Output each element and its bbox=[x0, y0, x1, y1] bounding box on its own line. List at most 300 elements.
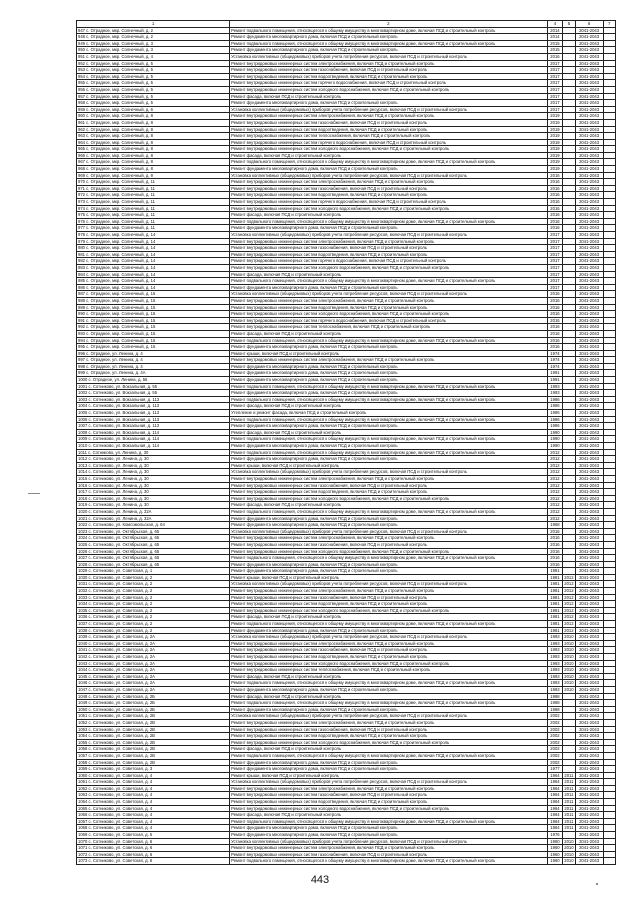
cell-build-year: 1981 bbox=[547, 594, 563, 601]
cell-build-year: 2012 bbox=[547, 456, 563, 463]
cell-extra bbox=[603, 634, 615, 641]
cell-work-type: Ремонт внутридомовых инженерных систем горячего водоснабжения, включая ПСД и строительный контроль bbox=[230, 139, 548, 146]
cell-address: 984 с. Отрадное, мкр. Солнечный, д. 14 bbox=[77, 271, 230, 278]
cell-last-repair-year bbox=[563, 199, 575, 206]
cell-planned-period: 2041-2043 bbox=[575, 449, 603, 456]
cell-extra bbox=[603, 680, 615, 687]
cell-last-repair-year bbox=[563, 410, 575, 417]
cell-work-type: Ремонт фасада, включая ПСД и строительный контроль bbox=[230, 212, 548, 219]
cell-planned-period: 2041-2043 bbox=[575, 396, 603, 403]
table-row bbox=[77, 541, 616, 548]
cell-extra bbox=[603, 792, 615, 799]
cell-address: 1016 с. Сотниково, ул. Ленина, д. 30 bbox=[77, 482, 230, 489]
cell-extra bbox=[603, 258, 615, 265]
cell-extra bbox=[603, 772, 615, 779]
cell-build-year: 2012 bbox=[547, 482, 563, 489]
table-row bbox=[77, 818, 616, 825]
cell-planned-period: 2041-2043 bbox=[575, 152, 603, 159]
cell-build-year: 2002 bbox=[547, 733, 563, 740]
table-row bbox=[77, 574, 616, 581]
table-row bbox=[77, 410, 616, 417]
cell-build-year: 1990 bbox=[547, 443, 563, 450]
cell-work-type: Ремонт внутридомовых инженерных систем газоснабжения, включая ПСД и строительный контроль bbox=[230, 67, 548, 74]
cell-build-year: 2017 bbox=[547, 271, 563, 278]
cell-last-repair-year bbox=[563, 311, 575, 318]
cell-planned-period: 2041-2043 bbox=[575, 34, 603, 41]
cell-last-repair-year: 2010 bbox=[564, 640, 574, 646]
cell-address: 1020 с. Сотниково, ул. Ленина, д. 32А bbox=[77, 508, 230, 515]
cell-address: 950 с. Отрадное, мкр. Солнечный, д. 3 bbox=[77, 47, 230, 54]
cell-planned-period: 2041-2043 bbox=[575, 225, 603, 232]
cell-extra bbox=[603, 825, 615, 832]
cell-build-year: 1981 bbox=[547, 581, 563, 588]
cell-extra bbox=[603, 350, 615, 357]
cell-extra bbox=[603, 726, 615, 733]
cell-last-repair-year bbox=[563, 489, 575, 496]
cell-last-repair-year bbox=[563, 119, 575, 126]
cell-planned-period: 2041-2043 bbox=[575, 555, 603, 562]
cell-address: 954 с. Отрадное, мкр. Солнечный, д. 5 bbox=[77, 73, 230, 80]
cell-planned-period: 2041-2043 bbox=[575, 60, 603, 67]
cell-work-type: Установка коллективных (общедомовых) приборов учета потребления ресурсов, включая ПСД и строительный контроль bbox=[230, 291, 548, 298]
cell-build-year: 1964 bbox=[547, 812, 563, 819]
table-row bbox=[77, 495, 616, 502]
cell-planned-period: 2041-2043 bbox=[575, 654, 603, 661]
cell-build-year: 1964 bbox=[547, 779, 563, 786]
cell-extra bbox=[603, 581, 615, 588]
cell-planned-period: 2041-2043 bbox=[575, 53, 603, 60]
cell-build-year: 2016 bbox=[547, 528, 563, 535]
cell-work-type: Ремонт внутридомовых инженерных систем водоотведения, включая ПСД и строительный контроль bbox=[230, 304, 548, 311]
cell-last-repair-year bbox=[563, 752, 575, 759]
cell-build-year: 1993 bbox=[547, 654, 563, 661]
table-row bbox=[77, 126, 616, 133]
cell-address: 981 с. Отрадное, мкр. Солнечный, д. 14 bbox=[77, 251, 230, 258]
cell-work-type: Ремонт внутридомовых инженерных систем теплоснабжения, включая ПСД и строительный контроль bbox=[230, 667, 548, 674]
cell-work-type: Ремонт внутридомовых инженерных систем холодного водоснабжения, включая ПСД и строительный контроль bbox=[230, 146, 548, 153]
cell-extra bbox=[603, 133, 615, 140]
cell-work-type: Ремонт подвального помещения, относящегося к общему имуществу в многоквартирном доме, включая ПСД и строительный контроль bbox=[230, 383, 548, 390]
cell-address: 1001 с. Сотниково, ул. Вокзальная, д. 55 bbox=[77, 383, 230, 390]
cell-build-year: 1990 bbox=[547, 429, 563, 436]
cell-address: 1073 с. Сотниково, ул. Советская, д. 6 bbox=[77, 858, 230, 865]
table-row bbox=[77, 40, 616, 47]
cell-extra bbox=[603, 106, 615, 113]
table-row bbox=[77, 594, 616, 601]
cell-last-repair-year: 2012 bbox=[564, 627, 574, 633]
cell-build-year: 2017 bbox=[547, 258, 563, 265]
cell-last-repair-year bbox=[563, 67, 575, 74]
cell-work-type: Ремонт внутридомовых инженерных систем теплоснабжения, включая ПСД и строительный контроль bbox=[230, 324, 548, 331]
cell-last-repair-year bbox=[563, 146, 575, 153]
cell-planned-period: 2041-2043 bbox=[575, 271, 603, 278]
cell-extra bbox=[603, 812, 615, 819]
table-row bbox=[77, 700, 616, 707]
cell-build-year: 2017 bbox=[547, 264, 563, 271]
cell-last-repair-year bbox=[563, 357, 575, 364]
cell-address: 1055 с. Сотниково, ул. Советская, д. 2В bbox=[77, 739, 230, 746]
cell-extra bbox=[603, 86, 615, 93]
cell-build-year: 1993 bbox=[547, 647, 563, 654]
cell-work-type: Ремонт внутридомовых инженерных систем холодного водоснабжения, включая ПСД и строительный контроль bbox=[230, 548, 548, 555]
cell-last-repair-year bbox=[563, 555, 575, 562]
cell-planned-period: 2041-2043 bbox=[575, 561, 603, 568]
cell-last-repair-year bbox=[563, 53, 575, 60]
cell-work-type: Ремонт фундамента многоквартирного дома, включая ПСД и строительный контроль bbox=[230, 766, 548, 773]
cell-last-repair-year bbox=[563, 423, 575, 430]
cell-build-year: 2014 bbox=[547, 27, 563, 34]
table-row bbox=[77, 508, 616, 515]
cell-address: 999 с. Отрадное, ул. Ленина, д. 4А bbox=[77, 370, 230, 377]
cell-work-type: Ремонт подвального помещения, относящегося к общему имуществу в многоквартирном доме, включая ПСД и строительный контроль bbox=[230, 621, 548, 628]
cell-work-type: Ремонт фасада, включая ПСД и строительный контроль bbox=[230, 693, 548, 700]
cell-last-repair-year: 2012 bbox=[564, 594, 574, 600]
cell-planned-period: 2041-2043 bbox=[575, 772, 603, 779]
cell-work-type: Ремонт фундамента многоквартирного дома, включая ПСД и строительный контроль bbox=[230, 284, 548, 291]
cell-last-repair-year bbox=[563, 100, 575, 107]
cell-build-year: 2017 bbox=[547, 245, 563, 252]
cell-last-repair-year bbox=[563, 47, 575, 54]
cell-planned-period: 2041-2043 bbox=[575, 719, 603, 726]
cell-address: 1069 с. Сотниково, ул. Советская, д. 5 bbox=[77, 832, 230, 839]
cell-planned-period: 2041-2043 bbox=[575, 159, 603, 166]
cell-work-type: Ремонт внутридомовых инженерных систем теплоснабжения, включая ПСД и строительный контроль bbox=[230, 133, 548, 140]
cell-extra bbox=[603, 436, 615, 443]
cell-address: 963 с. Отрадное, мкр. Солнечный, д. 8 bbox=[77, 133, 230, 140]
cell-extra bbox=[603, 739, 615, 746]
table-row bbox=[77, 185, 616, 192]
table-row bbox=[77, 53, 616, 60]
cell-build-year: 2016 bbox=[547, 317, 563, 324]
cell-build-year: 2016 bbox=[547, 330, 563, 337]
cell-extra bbox=[603, 746, 615, 753]
table-row bbox=[77, 205, 616, 212]
table-row bbox=[77, 330, 616, 337]
cell-work-type: Ремонт внутридомовых инженерных систем электроснабжения, включая ПСД и строительный контроль bbox=[230, 535, 548, 542]
header-col-7: 7 bbox=[603, 21, 615, 28]
cell-address: 1022 с. Сотниково, ул. Комсомольская, д. 64 bbox=[77, 522, 230, 529]
cell-planned-period: 2041-2043 bbox=[575, 759, 603, 766]
cell-planned-period: 2041-2043 bbox=[575, 278, 603, 285]
cell-planned-period: 2041-2043 bbox=[575, 818, 603, 825]
cell-work-type: Ремонт крыши, включая ПСД и строительный контроль bbox=[230, 772, 548, 779]
cell-address: 959 с. Отрадное, мкр. Солнечный, д. 6 bbox=[77, 106, 230, 113]
cell-work-type: Установка коллективных (общедомовых) приборов учета потребления ресурсов, включая ПСД и строительный контроль bbox=[230, 53, 548, 60]
cell-last-repair-year bbox=[563, 133, 575, 140]
table-row bbox=[77, 449, 616, 456]
cell-work-type: Ремонт внутридомовых инженерных систем электроснабжения, включая ПСД и строительный контроль bbox=[230, 60, 548, 67]
table-row bbox=[77, 218, 616, 225]
cell-last-repair-year: 2010 bbox=[564, 673, 574, 679]
cell-address: 972 с. Отрадное, мкр. Солнечный, д. 11 bbox=[77, 192, 230, 199]
cell-last-repair-year: 2012 bbox=[564, 614, 574, 620]
cell-extra bbox=[603, 126, 615, 133]
cell-planned-period: 2041-2043 bbox=[575, 370, 603, 377]
cell-last-repair-year bbox=[563, 502, 575, 509]
cell-extra bbox=[603, 555, 615, 562]
cell-address: 998 с. Отрадное, ул. Ленина, д. 4 bbox=[77, 363, 230, 370]
cell-last-repair-year bbox=[563, 278, 575, 285]
cell-last-repair-year bbox=[563, 561, 575, 568]
cell-extra bbox=[603, 238, 615, 245]
cell-extra bbox=[603, 390, 615, 397]
cell-planned-period: 2041-2043 bbox=[575, 337, 603, 344]
cell-build-year: 1990 bbox=[547, 436, 563, 443]
cell-last-repair-year bbox=[563, 192, 575, 199]
cell-work-type: Ремонт фасада, включая ПСД и строительный контроль bbox=[230, 93, 548, 100]
cell-build-year: 1976 bbox=[547, 832, 563, 839]
cell-planned-period: 2041-2043 bbox=[575, 733, 603, 740]
cell-work-type: Ремонт внутридомовых инженерных систем холодного водоснабжения, включая ПСД и строительный контроль bbox=[230, 86, 548, 93]
cell-planned-period: 2041-2043 bbox=[575, 634, 603, 641]
cell-work-type: Ремонт фундамента многоквартирного дома, включая ПСД и строительный контроль bbox=[230, 522, 548, 529]
cell-build-year: 2019 bbox=[547, 119, 563, 126]
cell-build-year: 2015 bbox=[547, 47, 563, 54]
cell-extra bbox=[603, 799, 615, 806]
table-row bbox=[77, 456, 616, 463]
cell-last-repair-year bbox=[563, 469, 575, 476]
table-row bbox=[77, 752, 616, 759]
cell-address: 1051 с. Сотниково, ул. Советская, д. 2В bbox=[77, 713, 230, 720]
cell-extra bbox=[603, 337, 615, 344]
cell-planned-period: 2041-2043 bbox=[575, 799, 603, 806]
cell-address: 1029 с. Сотниково, ул. Советская, д. 1 bbox=[77, 568, 230, 575]
cell-address: 992 с. Отрадное, мкр. Солнечный, д. 15 bbox=[77, 324, 230, 331]
table-row bbox=[77, 713, 616, 720]
cell-address: 1019 с. Сотниково, ул. Ленина, д. 30 bbox=[77, 502, 230, 509]
header-col-2: 2 bbox=[230, 21, 548, 28]
cell-last-repair-year bbox=[563, 284, 575, 291]
cell-last-repair-year: 2010 bbox=[564, 680, 574, 686]
cell-planned-period: 2041-2043 bbox=[575, 713, 603, 720]
cell-extra bbox=[603, 502, 615, 509]
cell-build-year: 1974 bbox=[547, 363, 563, 370]
cell-last-repair-year bbox=[563, 390, 575, 397]
cell-extra bbox=[603, 515, 615, 522]
cell-planned-period: 2041-2043 bbox=[575, 673, 603, 680]
cell-build-year: 1991 bbox=[547, 377, 563, 384]
cell-build-year: 1993 bbox=[547, 383, 563, 390]
cell-last-repair-year bbox=[563, 73, 575, 80]
cell-address: 1028 с. Сотниково, ул. Октябрьская, д. 65 bbox=[77, 561, 230, 568]
cell-last-repair-year bbox=[563, 113, 575, 120]
cell-planned-period: 2041-2043 bbox=[575, 601, 603, 608]
cell-last-repair-year: 2012 bbox=[564, 621, 574, 627]
cell-last-repair-year bbox=[563, 495, 575, 502]
cell-address: 1050 с. Сотниково, ул. Советская, д. 2Б bbox=[77, 706, 230, 713]
cell-extra bbox=[603, 647, 615, 654]
cell-last-repair-year: 2010 bbox=[564, 667, 574, 673]
cell-last-repair-year bbox=[563, 179, 575, 186]
cell-planned-period: 2041-2043 bbox=[575, 640, 603, 647]
cell-address: 1038 с. Сотниково, ул. Советская, д. 2 bbox=[77, 627, 230, 634]
cell-extra bbox=[603, 766, 615, 773]
cell-last-repair-year bbox=[563, 27, 575, 34]
cell-build-year: 2016 bbox=[547, 172, 563, 179]
cell-planned-period: 2041-2043 bbox=[575, 746, 603, 753]
cell-extra bbox=[603, 594, 615, 601]
cell-build-year: 1993 bbox=[547, 667, 563, 674]
cell-last-repair-year bbox=[563, 205, 575, 212]
cell-planned-period: 2041-2043 bbox=[575, 739, 603, 746]
cell-build-year: 2002 bbox=[547, 746, 563, 753]
cell-last-repair-year bbox=[563, 40, 575, 47]
cell-last-repair-year: 2010 bbox=[564, 647, 574, 653]
cell-extra bbox=[603, 199, 615, 206]
cell-planned-period: 2041-2043 bbox=[575, 667, 603, 674]
cell-extra bbox=[603, 377, 615, 384]
cell-extra bbox=[603, 34, 615, 41]
table-row bbox=[77, 324, 616, 331]
cell-last-repair-year bbox=[563, 739, 575, 746]
cell-planned-period: 2041-2043 bbox=[575, 403, 603, 410]
cell-planned-period: 2041-2043 bbox=[575, 284, 603, 291]
cell-planned-period: 2041-2043 bbox=[575, 548, 603, 555]
cell-build-year: 1964 bbox=[547, 792, 563, 799]
cell-address: 1007 с. Сотниково, ул. Вокзальная, д. 113 bbox=[77, 423, 230, 430]
cell-planned-period: 2041-2043 bbox=[575, 812, 603, 819]
cell-build-year: 1981 bbox=[547, 601, 563, 608]
cell-last-repair-year: 2011 bbox=[564, 785, 574, 791]
table-row bbox=[77, 278, 616, 285]
cell-address: 978 с. Отрадное, мкр. Солнечный, д. 14 bbox=[77, 232, 230, 239]
cell-last-repair-year bbox=[563, 264, 575, 271]
cell-extra bbox=[603, 27, 615, 34]
table-row bbox=[77, 80, 616, 87]
cell-planned-period: 2041-2043 bbox=[575, 436, 603, 443]
cell-work-type: Ремонт внутридомовых инженерных систем электроснабжения, включая ПСД и строительный контроль bbox=[230, 475, 548, 482]
cell-build-year: 2019 bbox=[547, 146, 563, 153]
cell-last-repair-year bbox=[563, 337, 575, 344]
cell-address: 957 с. Отрадное, мкр. Солнечный, д. 5 bbox=[77, 93, 230, 100]
cell-extra bbox=[603, 212, 615, 219]
cell-work-type: Ремонт внутридомовых инженерных систем водоотведения, включая ПСД и строительный контроль bbox=[230, 251, 548, 258]
cell-build-year: 1981 bbox=[547, 568, 563, 575]
cell-work-type: Ремонт фундамента многоквартирного дома, включая ПСД и строительный контроль bbox=[230, 377, 548, 384]
table-row bbox=[77, 832, 616, 839]
cell-build-year: 2012 bbox=[547, 489, 563, 496]
cell-address: 1072 с. Сотниково, ул. Советская, д. 6 bbox=[77, 851, 230, 858]
cell-address: 952 с. Отрадное, мкр. Солнечный, д. 5 bbox=[77, 60, 230, 67]
cell-extra bbox=[603, 838, 615, 845]
cell-address: 964 с. Отрадное, мкр. Солнечный, д. 8 bbox=[77, 139, 230, 146]
table-row bbox=[77, 357, 616, 364]
cell-last-repair-year bbox=[563, 139, 575, 146]
table-row bbox=[77, 528, 616, 535]
cell-last-repair-year bbox=[563, 350, 575, 357]
cell-address: 983 с. Отрадное, мкр. Солнечный, д. 14 bbox=[77, 264, 230, 271]
cell-planned-period: 2041-2043 bbox=[575, 119, 603, 126]
cell-build-year: 2016 bbox=[547, 205, 563, 212]
cell-work-type: Установка коллективных (общедомовых) приборов учета потребления ресурсов, включая ПСД и строительный контроль bbox=[230, 172, 548, 179]
cell-address: 1021 с. Сотниково, ул. Ленина, д. 32А bbox=[77, 515, 230, 522]
cell-work-type: Ремонт внутридомовых инженерных систем электроснабжения, включая ПСД и строительный контроль bbox=[230, 588, 548, 595]
cell-planned-period: 2041-2043 bbox=[575, 581, 603, 588]
cell-work-type: Ремонт внутридомовых инженерных систем газоснабжения, включая ПСД и строительный контроль bbox=[230, 185, 548, 192]
cell-extra bbox=[603, 851, 615, 858]
table-row bbox=[77, 146, 616, 153]
cell-planned-period: 2041-2043 bbox=[575, 660, 603, 667]
cell-build-year: 2016 bbox=[547, 337, 563, 344]
cell-work-type: Ремонт подвального помещения, относящегося к общему имуществу в многоквартирном доме, включая ПСД и строительный контроль bbox=[230, 858, 548, 865]
table-row bbox=[77, 601, 616, 608]
cell-extra bbox=[603, 264, 615, 271]
table-row bbox=[77, 482, 616, 489]
table-row bbox=[77, 475, 616, 482]
cell-build-year: 2017 bbox=[547, 60, 563, 67]
cell-build-year: 1988 bbox=[547, 706, 563, 713]
header-col-1: 1 bbox=[77, 21, 230, 28]
table-row bbox=[77, 654, 616, 661]
table-row bbox=[77, 667, 616, 674]
cell-address: 960 с. Отрадное, мкр. Солнечный, д. 8 bbox=[77, 113, 230, 120]
cell-work-type: Ремонт внутридомовых инженерных систем водоотведения, включая ПСД и строительный контроль bbox=[230, 654, 548, 661]
table-row bbox=[77, 851, 616, 858]
cell-last-repair-year bbox=[563, 370, 575, 377]
cell-planned-period: 2041-2043 bbox=[575, 766, 603, 773]
table-row bbox=[77, 680, 616, 687]
table-row bbox=[77, 845, 616, 852]
cell-extra bbox=[603, 159, 615, 166]
table-row bbox=[77, 647, 616, 654]
cell-build-year: 2012 bbox=[547, 502, 563, 509]
cell-last-repair-year bbox=[563, 152, 575, 159]
cell-address: 1061 с. Сотниково, ул. Советская, д. 4 bbox=[77, 779, 230, 786]
cell-address: 988 с. Отрадное, мкр. Солнечный, д. 15 bbox=[77, 297, 230, 304]
cell-address: 1047 с. Сотниково, ул. Советская, д. 2А bbox=[77, 686, 230, 693]
cell-last-repair-year bbox=[563, 344, 575, 351]
cell-address: 969 с. Отрадное, мкр. Солнечный, д. 9 bbox=[77, 172, 230, 179]
cell-last-repair-year bbox=[563, 443, 575, 450]
cell-work-type: Ремонт подвального помещения, относящегося к общему имуществу в многоквартирном доме, включая ПСД и строительный контроль bbox=[230, 278, 548, 285]
cell-extra bbox=[603, 693, 615, 700]
cell-work-type: Ремонт внутридомовых инженерных систем водоотведения, включая ПСД и строительный контроль bbox=[230, 192, 548, 199]
cell-work-type: Ремонт фундамента многоквартирного дома, включая ПСД и строительный контроль bbox=[230, 166, 548, 173]
cell-planned-period: 2041-2043 bbox=[575, 489, 603, 496]
cell-build-year: 2019 bbox=[547, 139, 563, 146]
cell-address: 1067 с. Сотниково, ул. Советская, д. 4 bbox=[77, 818, 230, 825]
cell-address: 947 с. Отрадное, мкр. Солнечный, д. 2 bbox=[77, 27, 230, 34]
table-row bbox=[77, 416, 616, 423]
cell-address: 951 с. Отрадное, мкр. Солнечный, д. 4 bbox=[77, 53, 230, 60]
cell-extra bbox=[603, 232, 615, 239]
table-row bbox=[77, 47, 616, 54]
cell-last-repair-year bbox=[563, 330, 575, 337]
cell-build-year: 2017 bbox=[547, 100, 563, 107]
cell-build-year: 1968 bbox=[547, 522, 563, 529]
cell-planned-period: 2041-2043 bbox=[575, 251, 603, 258]
table-row bbox=[77, 179, 616, 186]
cell-build-year: 2016 bbox=[547, 548, 563, 555]
cell-extra bbox=[603, 832, 615, 839]
cell-extra bbox=[603, 686, 615, 693]
cell-work-type: Ремонт внутридомовых инженерных систем холодного водоснабжения, включая ПСД и строительный контроль bbox=[230, 311, 548, 318]
cell-address: 989 с. Отрадное, мкр. Солнечный, д. 15 bbox=[77, 304, 230, 311]
cell-build-year: 2016 bbox=[547, 311, 563, 318]
cell-address: 1059 с. Сотниково, ул. Советская, д. 3 bbox=[77, 766, 230, 773]
cell-work-type: Ремонт крыши, включая ПСД и строительный контроль bbox=[230, 462, 548, 469]
cell-last-repair-year bbox=[563, 297, 575, 304]
cell-last-repair-year bbox=[563, 482, 575, 489]
cell-build-year: 2016 bbox=[547, 225, 563, 232]
cell-work-type: Ремонт внутридомовых инженерных систем холодного водоснабжения, включая ПСД и строительный контроль bbox=[230, 739, 548, 746]
cell-address: 973 с. Отрадное, мкр. Солнечный, д. 11 bbox=[77, 199, 230, 206]
table-row bbox=[77, 34, 616, 41]
cell-last-repair-year: 2010 bbox=[564, 845, 574, 851]
cell-extra bbox=[603, 614, 615, 621]
cell-build-year: 2017 bbox=[547, 80, 563, 87]
cell-extra bbox=[603, 297, 615, 304]
